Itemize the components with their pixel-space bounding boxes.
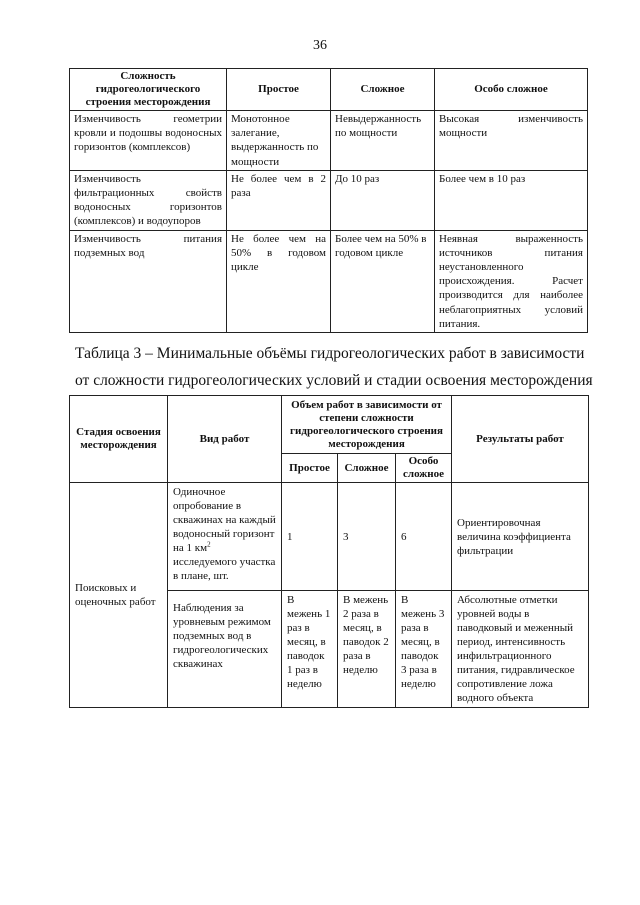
table1-cell: Изменчивость питания подземных вод	[70, 230, 227, 332]
table2-work-tail: исследуемого участка в плане, шт.	[173, 556, 276, 582]
table-row	[70, 483, 589, 591]
table-row	[70, 111, 588, 171]
table2-cell: 6	[396, 483, 452, 591]
table1-cell: Более чем в 10 раз	[435, 170, 588, 230]
table2-header-simple: Простое	[282, 454, 338, 483]
table1-cell: Монотонное залегание, выдержанность по мощности	[227, 111, 331, 171]
table2-cell: В межень 1 раз в месяц, в паводок 1 раз в неделю	[282, 591, 338, 708]
table-caption-line-2: от сложности гидрогеологических условий и стадии освоения месторождения	[75, 372, 593, 389]
table2-result-cell: Абсолютные отметки уровней воды в паводковый и меженный период, интенсивность инфильтрационного питания, гидравлическое сопротивление ложа водного объекта	[452, 591, 589, 708]
table1-cell: Не более чем в 2 раза	[227, 170, 331, 230]
table2-cell: 3	[338, 483, 396, 591]
table1-header-complexity: Сложность гидрогеологического строения месторождения	[70, 69, 227, 111]
table1-cell: Высокая изменчивость мощности	[435, 111, 588, 171]
table2-work-text: Одиночное опробование в скважинах на каждый водоносный горизонт на 1 км	[173, 486, 276, 554]
table-caption-line-1: Таблица 3 – Минимальные объёмы гидрогеологических работ в зависимости	[75, 345, 585, 362]
page-number: 36	[313, 38, 327, 53]
table2-header-work: Вид работ	[168, 396, 282, 483]
table-row	[70, 230, 588, 332]
table2-result-cell: Ориентировочная величина коэффициента фильтрации	[452, 483, 589, 591]
table2-header-stage: Стадия освоения месторождения	[70, 396, 168, 483]
table1-header-simple: Простое	[227, 69, 331, 111]
table2-cell: В межень 3 раза в месяц, в паводок 3 раза в неделю	[396, 591, 452, 708]
table1-cell: До 10 раз	[331, 170, 435, 230]
table1-cell: Изменчивость фильтрационных свойств водоносных горизонтов (комплексов) и водоупоров	[70, 170, 227, 230]
table1-header-complex: Сложное	[331, 69, 435, 111]
table2-work-cell: Наблюдения за уровневым режимом подземных вод в гидрогеологических скважинах	[168, 591, 282, 708]
table2-stage-cell: Поисковых и оценочных работ	[70, 483, 168, 708]
table1-cell: Невыдержанность по мощности	[331, 111, 435, 171]
table1-cell: Не более чем на 50% в годовом цикле	[227, 230, 331, 332]
table1-cell: Более чем на 50% в годовом цикле	[331, 230, 435, 332]
table2-header-results: Результаты работ	[452, 396, 589, 483]
table2-work-cell	[168, 483, 282, 591]
table2-cell: 1	[282, 483, 338, 591]
table2-cell: В межень 2 раза в месяц, в паводок 2 раза в неделю	[338, 591, 396, 708]
table2-header-complex: Сложное	[338, 454, 396, 483]
table2-work-superscript: 2	[207, 540, 211, 549]
complexity-table	[69, 68, 588, 333]
table2-header-volume: Объем работ в зависимости от степени сложности гидрогеологического строения месторождения	[282, 396, 452, 454]
table2-header-very-complex: Особо сложное	[396, 454, 452, 483]
table-row	[70, 170, 588, 230]
table1-cell: Неявная выраженность источников питания неустановленного происхождения. Расчет производится для наиболее неблагоприятных условий питания.	[435, 230, 588, 332]
work-volume-table	[69, 395, 589, 708]
table1-cell: Изменчивость геометрии кровли и подошвы водоносных горизонтов (комплексов)	[70, 111, 227, 171]
table1-header-very-complex: Особо сложное	[435, 69, 588, 111]
